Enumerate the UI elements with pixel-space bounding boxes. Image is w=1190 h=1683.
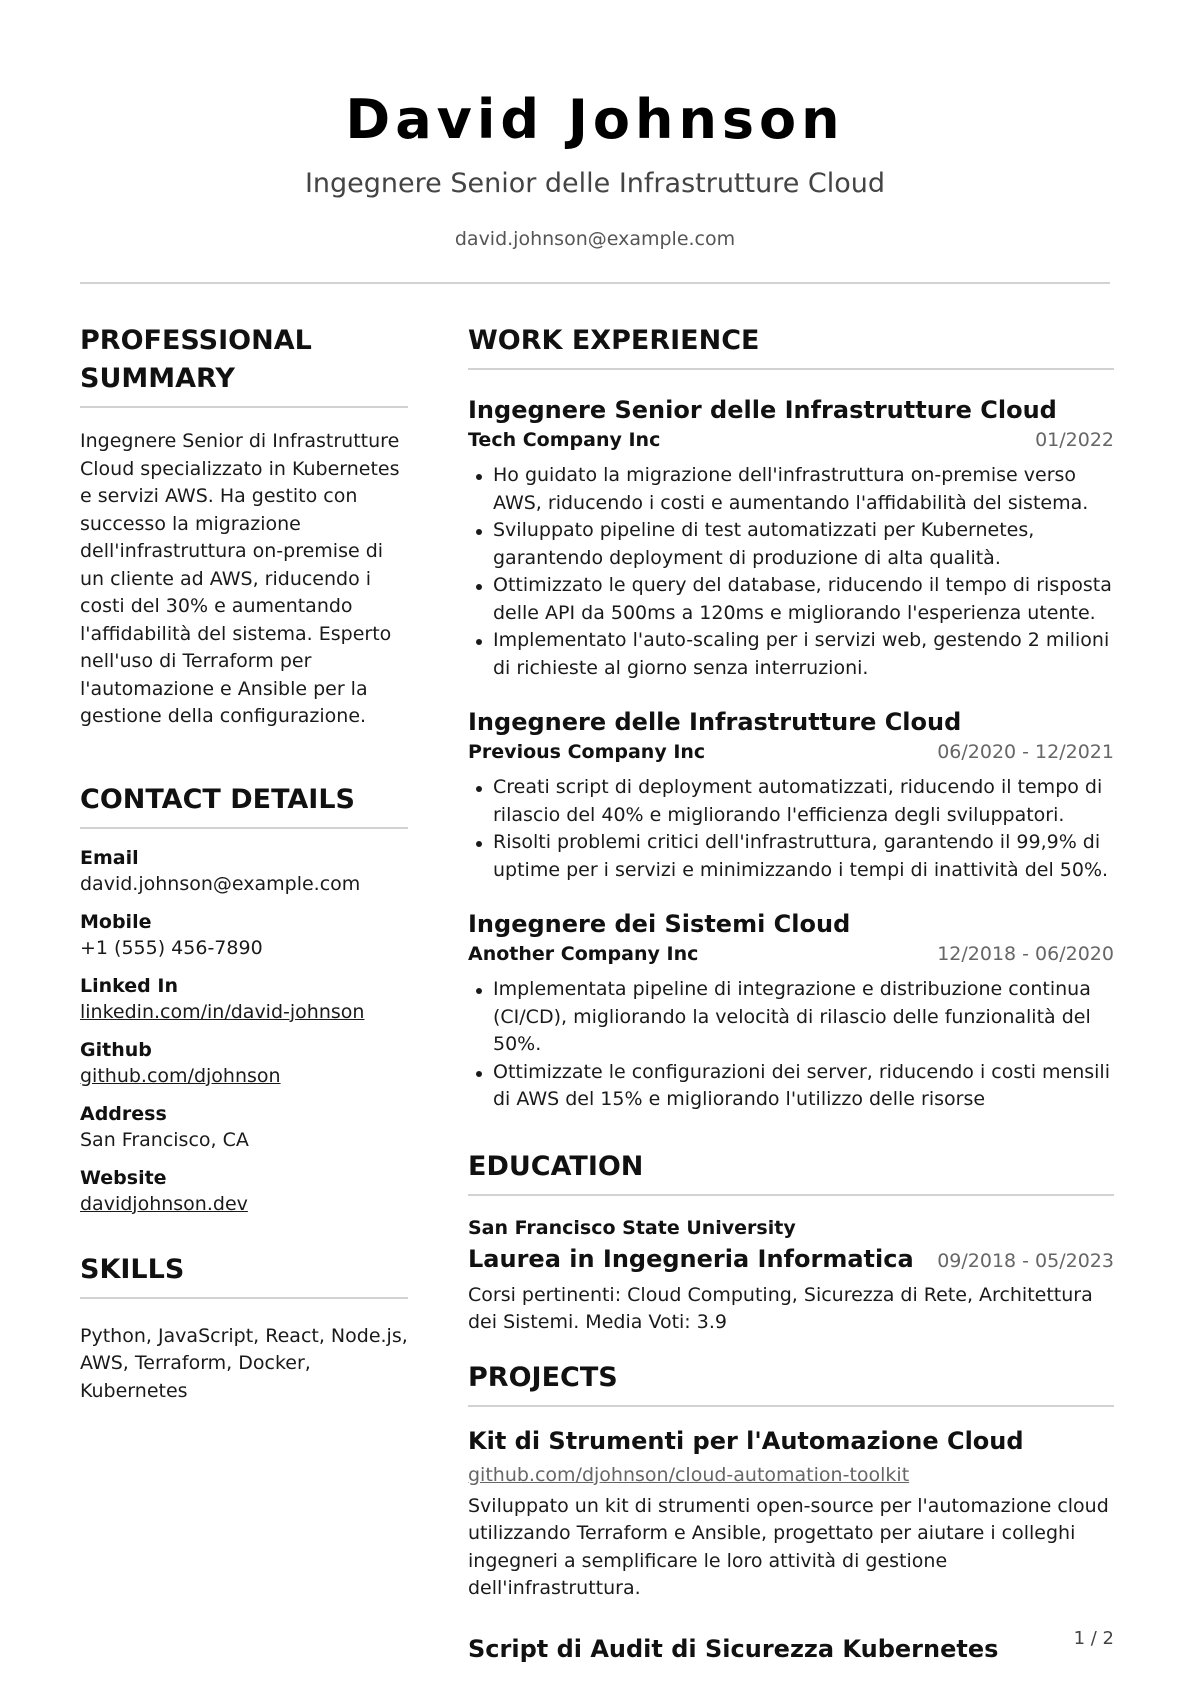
skills-divider — [80, 1297, 408, 1299]
page-number: 1 / 2 — [1073, 1628, 1114, 1649]
right-column — [468, 322, 1114, 1665]
education-title: EDUCATION — [468, 1150, 644, 1182]
skills-title: SKILLS — [80, 1253, 185, 1285]
contact-details-section — [80, 781, 408, 1217]
experience-title: WORK EXPERIENCE — [468, 325, 760, 356]
projects-section — [468, 1359, 1114, 1665]
job-title: Ingegnere delle Infrastrutture Cloud — [468, 708, 962, 736]
website-link[interactable]: davidjohnson.dev — [80, 1192, 248, 1215]
job-title: Ingegnere dei Sistemi Cloud — [468, 910, 851, 938]
job-bullet: Sviluppato pipeline di test automatizzati per Kubernetes, garantendo deployment di produzione di alta qualità. — [468, 517, 1114, 572]
contact-label-github: Github — [80, 1038, 152, 1061]
contact-value-email[interactable]: david.johnson@example.com — [80, 872, 361, 895]
contact-divider — [80, 827, 408, 829]
job-company: Previous Company Inc — [468, 741, 706, 763]
contact-value-address: San Francisco, CA — [80, 1128, 249, 1151]
summary-title-line1: PROFESSIONAL — [80, 325, 312, 356]
project-description: Sviluppato un kit di strumenti open-source per l'automazione cloud utilizzando Terraform e Ansible, progettato per aiutare i colleghi ingegneri a semplificare le loro attività di gestione dell'infrastruttura. — [468, 1494, 1109, 1599]
job-dates: 06/2020 - 12/2021 — [937, 741, 1114, 763]
education-school: San Francisco State University — [468, 1216, 796, 1239]
summary-divider — [80, 406, 408, 408]
job-company: Another Company Inc — [468, 943, 699, 965]
left-column — [80, 322, 408, 1405]
project-title: Kit di Strumenti per l'Automazione Cloud — [468, 1426, 1024, 1455]
linkedin-link[interactable]: linkedin.com/in/david-johnson — [80, 1000, 365, 1023]
education-description: Corsi pertinenti: Cloud Computing, Sicurezza di Rete, Architettura dei Sistemi. Media Voti: 3.9 — [468, 1283, 1093, 1333]
job-bullets — [468, 462, 1114, 682]
job-bullets — [468, 774, 1114, 884]
projects-title: PROJECTS — [468, 1361, 618, 1393]
contact-label-email: Email — [80, 846, 139, 869]
contact-title: CONTACT DETAILS — [80, 783, 355, 815]
github-link[interactable]: github.com/djohnson — [80, 1064, 281, 1087]
professional-summary-section — [80, 322, 408, 731]
job-company: Tech Company Inc — [468, 429, 661, 451]
job-bullets — [468, 976, 1114, 1114]
education-dates: 09/2018 - 05/2023 — [937, 1249, 1114, 1272]
education-section — [468, 1148, 1114, 1337]
job-entry — [468, 908, 1114, 1114]
candidate-name: David Johnson — [345, 88, 845, 151]
skills-section — [80, 1251, 408, 1406]
education-degree: Laurea in Ingegneria Informatica — [468, 1244, 914, 1273]
project-entry — [468, 1425, 1114, 1603]
skills-text: Python, JavaScript, React, Node.js, AWS, Terraform, Docker, Kubernetes — [80, 1324, 408, 1402]
job-bullet: Ottimizzate le configurazioni dei server, riducendo i costi mensili di AWS del 15% e migliorando l'utilizzo delle risorse — [468, 1059, 1114, 1114]
project-title: Script di Audit di Sicurezza Kubernetes — [468, 1634, 999, 1663]
job-entry — [468, 394, 1114, 682]
project-link[interactable]: github.com/djohnson/cloud-automation-toolkit — [468, 1463, 910, 1486]
summary-title — [80, 322, 408, 398]
job-dates: 12/2018 - 06/2020 — [937, 943, 1114, 965]
header-divider — [80, 282, 1110, 284]
job-bullet: Ottimizzato le query del database, riducendo il tempo di risposta delle API da 500ms a 120ms e migliorando l'esperienza utente. — [468, 572, 1114, 627]
job-bullet: Risolti problemi critici dell'infrastruttura, garantendo il 99,9% di uptime per i servizi e minimizzando i tempi di inattività del 50%. — [468, 829, 1114, 884]
contact-label-linkedin: Linked In — [80, 974, 178, 997]
education-divider — [468, 1194, 1114, 1196]
project-entry — [468, 1633, 1114, 1665]
job-bullet: Creati script di deployment automatizzati, riducendo il tempo di rilascio del 40% e migliorando l'efficienza degli sviluppatori. — [468, 774, 1114, 829]
work-experience-section — [468, 322, 1114, 1114]
summary-title-line2: SUMMARY — [80, 363, 235, 394]
job-bullet: Implementata pipeline di integrazione e distribuzione continua (CI/CD), migliorando la velocità di rilascio delle funzionalità del 50%. — [468, 976, 1114, 1059]
contact-label-mobile: Mobile — [80, 910, 152, 933]
contact-value-mobile: +1 (555) 456-7890 — [80, 936, 263, 959]
candidate-role: Ingegnere Senior delle Infrastrutture Cloud — [304, 168, 886, 199]
summary-text: Ingegnere Senior di Infrastrutture Cloud specializzato in Kubernetes e servizi AWS. Ha gestito con successo la migrazione dell'infrastruttura on-premise di un cliente ad AWS, riducendo i costi del 30% e aumentando l'affidabilità del sistema. Esperto nell'uso di Terraform per l'automazione e Ansible per la gestione della configurazione. — [80, 430, 400, 727]
job-entry — [468, 706, 1114, 884]
experience-divider — [468, 368, 1114, 370]
job-title: Ingegnere Senior delle Infrastrutture Cloud — [468, 396, 1057, 424]
job-bullet: Ho guidato la migrazione dell'infrastruttura on-premise verso AWS, riducendo i costi e aumentando l'affidabilità del sistema. — [468, 462, 1114, 517]
projects-divider — [468, 1405, 1114, 1407]
job-bullet: Implementato l'auto-scaling per i servizi web, gestendo 2 milioni di richieste al giorno senza interruzioni. — [468, 627, 1114, 682]
job-dates: 01/2022 — [1035, 429, 1114, 451]
contact-label-address: Address — [80, 1102, 167, 1125]
contact-label-website: Website — [80, 1166, 167, 1189]
header-email[interactable]: david.johnson@example.com — [454, 228, 736, 250]
